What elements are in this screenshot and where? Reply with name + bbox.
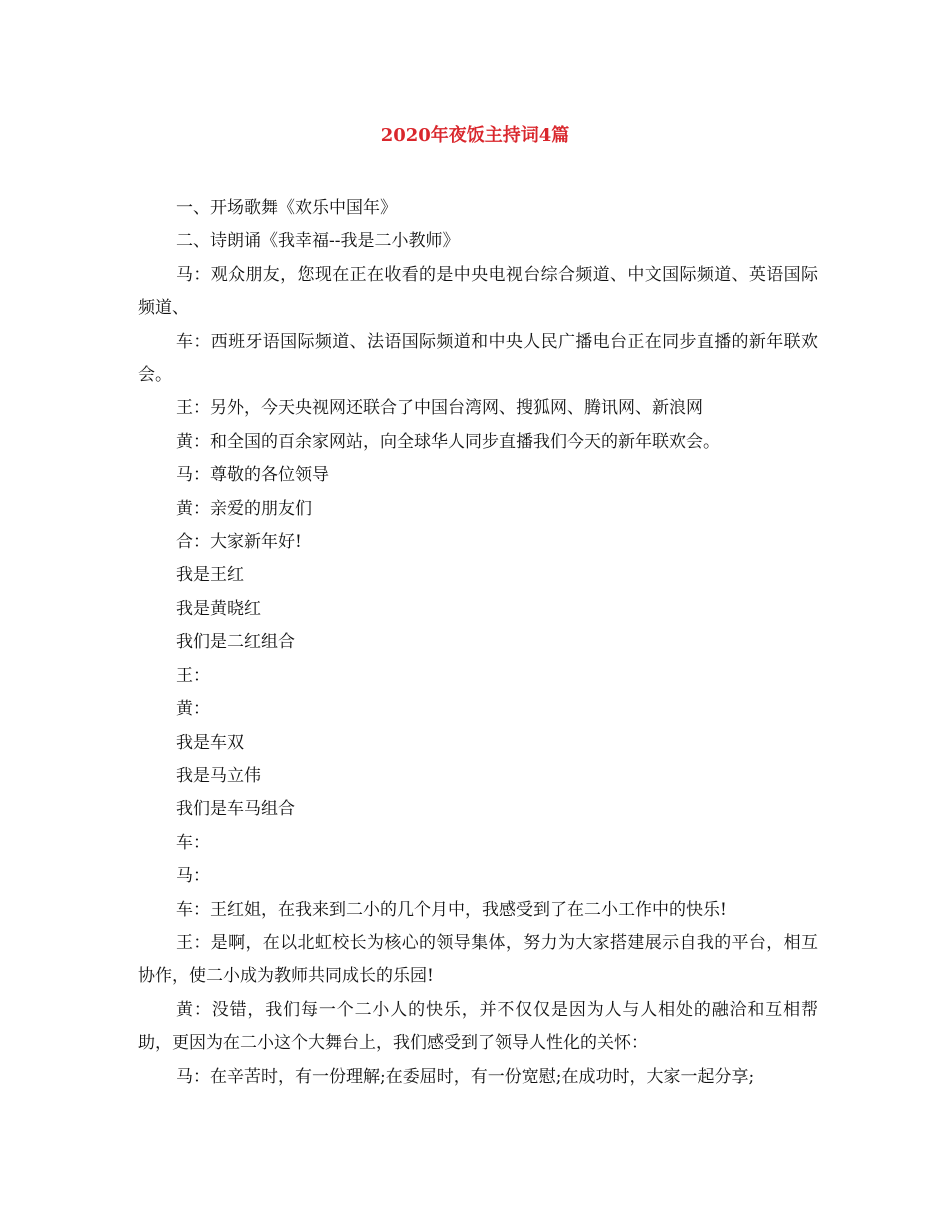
- paragraph: 我们是车马组合: [176, 799, 295, 820]
- paragraph: 黄：没错，我们每一个二小人的快乐，并不仅仅是因为人与人相处的融洽和互相帮助，更因为在二小这个大舞台上，我们感受到了领导人性化的关怀：: [138, 999, 818, 1054]
- paragraph: 王：是啊，在以北虹校长为核心的领导集体，努力为大家搭建展示自我的平台，相互协作，使二小成为教师共同成长的乐园!: [138, 932, 818, 987]
- paragraph: 马：尊敬的各位领导: [176, 465, 329, 486]
- paragraph: 我是黄晓红: [176, 598, 261, 619]
- paragraph: 马：观众朋友，您现在正在收看的是中央电视台综合频道、中文国际频道、英语国际频道、: [138, 264, 818, 319]
- paragraph: 黄：和全国的百余家网站，向全球华人同步直播我们今天的新年联欢会。: [176, 431, 720, 452]
- document-title: 2020年夜饭主持词4篇: [380, 125, 570, 146]
- document-body: [138, 192, 818, 1094]
- paragraph: 车：西班牙语国际频道、法语国际频道和中央人民广播电台正在同步直播的新年联欢会。: [138, 331, 818, 386]
- paragraph: 黄：: [176, 699, 210, 720]
- paragraph: 我是马立伟: [176, 765, 261, 786]
- paragraph: 一、开场歌舞《欢乐中国年》: [176, 198, 397, 218]
- paragraph: 王：另外，今天央视网还联合了中国台湾网、搜狐网、腾讯网、新浪网: [176, 398, 703, 419]
- paragraph: 马：: [176, 866, 210, 887]
- paragraph: 马：在辛苦时，有一份理解;在委屈时，有一份宽慰;在成功时，大家一起分享;: [176, 1066, 755, 1087]
- paragraph: 合：大家新年好!: [176, 532, 302, 553]
- paragraph: 黄：亲爱的朋友们: [176, 498, 312, 519]
- paragraph: 我是王红: [176, 565, 244, 586]
- paragraph: 车：王红姐，在我来到二小的几个月中，我感受到了在二小工作中的快乐!: [176, 899, 727, 920]
- paragraph: 王：: [176, 665, 210, 686]
- paragraph: 二、诗朗诵《我幸福--我是二小教师》: [176, 231, 460, 252]
- paragraph: 我是车双: [176, 732, 244, 753]
- paragraph: 车：: [176, 832, 210, 853]
- paragraph: 我们是二红组合: [176, 632, 295, 653]
